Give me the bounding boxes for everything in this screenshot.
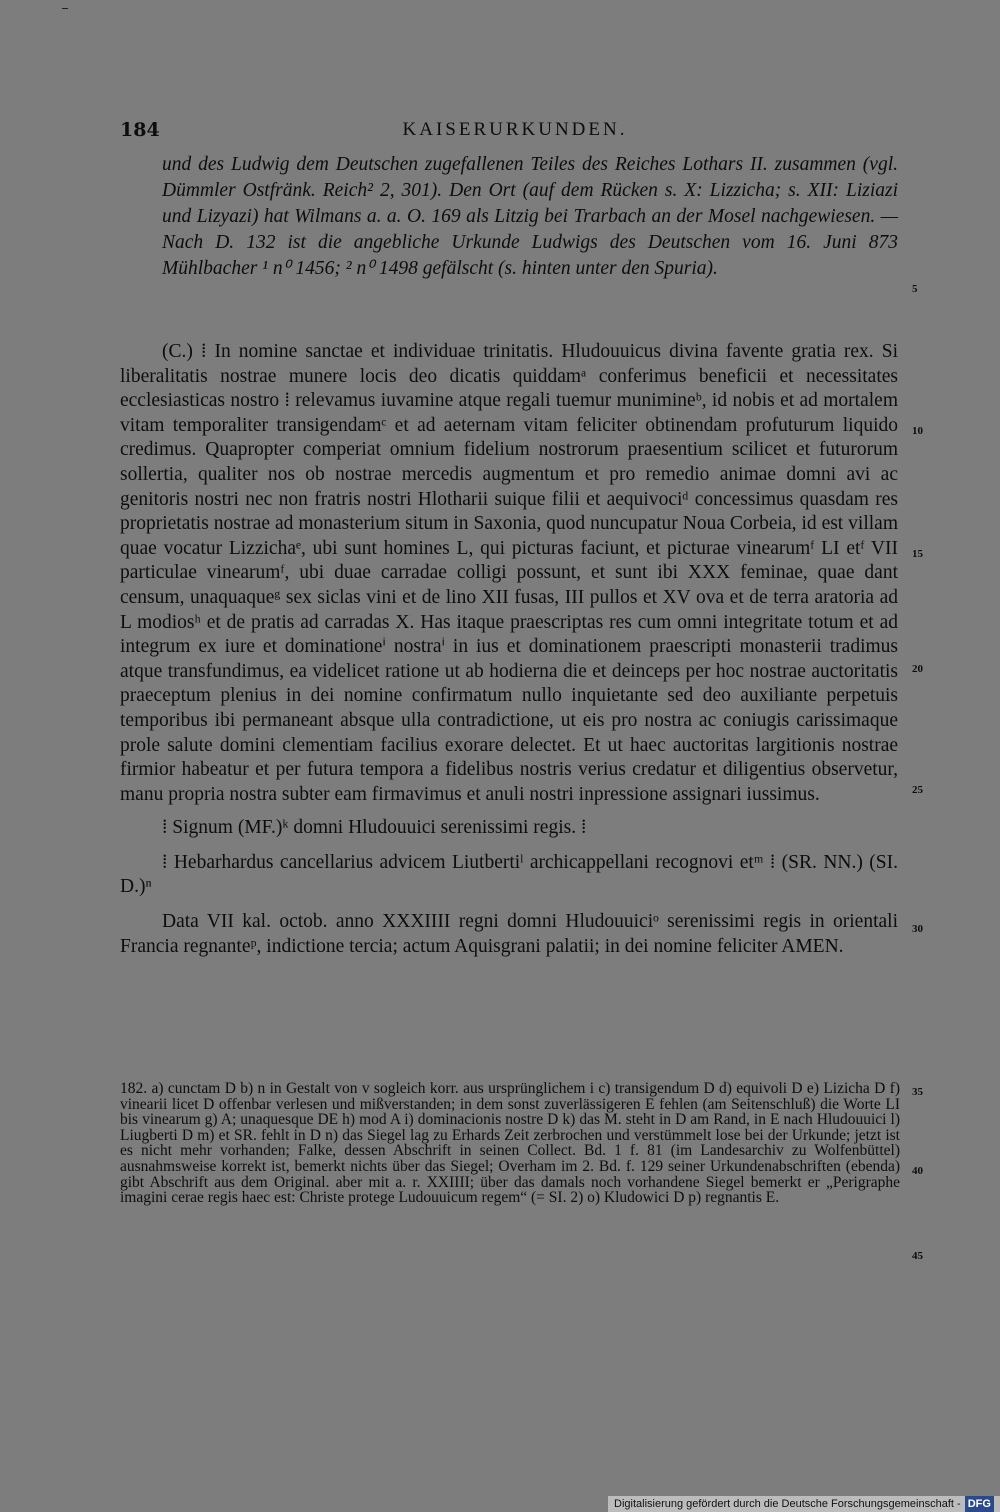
page-header [120,119,910,147]
charter-text [120,340,898,959]
recognition-line: ⁞ Hebarhardus cancellarius advicem Liutbertiˡ archicappellani recognovi etᵐ ⁞ (SR. NN.) (SI. D.)ⁿ [120,851,898,898]
margin-number: 15 [912,548,923,560]
margin-number: 40 [912,1165,923,1177]
scan-mark [62,8,68,9]
margin-number: 25 [912,784,923,796]
intro-commentary: und des Ludwig dem Deutschen zugefallenen Teiles des Reiches Lothars II. zusammen (vgl. Dümmler Ostfränk. Reich² 2, 301). Den Ort (auf dem Rücken s. X: Lizzicha; s. XII: Liziazi und Lizyazi) hat Wilmans a. a. O. 169 als Litzig bei Trarbach an der Mosel nachgewiesen. — Nach D. 132 ist die angebliche Urkunde Ludwigs des Deutschen vom 16. Juni 873 Mühlbacher ¹ n⁰ 1456; ² n⁰ 1498 gefälscht (s. hinten unter den Spuria). [162,154,898,279]
margin-number: 35 [912,1086,923,1098]
margin-number: 10 [912,425,923,437]
footnotes: 182. a) cunctam D b) n in Gestalt von v sogleich korr. aus ursprünglichem i c) transigendum D d) equivoli D e) Lizicha D f) vinearii licet D offenbar verlesen und mißverstanden; in dem sonst zuverlässigeren E fehlen (am Seitenschluß) die Worte LI bis vinearum g) A; unaquesque DE h) mod A i) dominacionis nostre D k) das M. steht in D am Rand, in E nach Hludouuici l) Liugberti D m) et SR. fehlt in D n) das Siegel lag zu Erhards Zeit zerbrochen und verstümmelt lose bei der Urkunde; jetzt ist es nicht mehr vorhanden; Falke, dessen Abschrift in seinen Collect. Bd. 1 f. 81 (im Landesarchiv zu Wolfenbüttel) ausnahmsweise korrekt ist, bemerkt nichts über das Siegel; Overham im 2. Bd. f. 129 seiner Urkundenabschriften (ebenda) gibt Abschrift aus dem Original. aber mit a. r. XXIIII; über das damals noch vorhandene Siegel bemerkt er „Perigraphe imagini cerae regis haec est: Christe protege Ludouuicum regem“ (= SI. 2) o) Kludowici D p) regnantis E. [120,1080,900,1207]
digitization-credit [608,1496,1000,1512]
running-title: KAISERURKUNDEN. [402,119,628,140]
margin-number: 5 [912,283,918,295]
charter-body: (C.) ⁞ In nomine sanctae et individuae trinitatis. Hludouuicus divina favente gratia rex. Si liberalitatis nostrae munere locis deo dicatis quiddamᵃ conferimus beneficii et necessitates ecclesiasticas nostro ⁞ relevamus iuvamine atque regali tuemur munimineᵇ, id nobis et ad mortalem vitam temporaliter transigendamᶜ et ad aeternam vitam feliciter obtinendam profuturum liquido credimus. Quapropter comperiat omnium fidelium nostrorum praesentium scilicet et futurorum sollertia, qualiter nos ob nostrae mercedis augmentum et pro remedio animae domni avi ac genitoris nostri nec non fratris nostri Hlotharii suique filii et aequivociᵈ concessimus quasdam res proprietatis nostrae ad monasterium situm in Saxonia, quod nuncupatur Noua Corbeia, id est villam quae vocatur Lizzichaᵉ, ubi sunt homines L, qui picturas faciunt, et picturae vinearumᶠ LI etᶠ VII particulae vinearumᶠ, ubi duae carradae colligi possunt, et sunt ibi XXX feminae, quae dant censum, unaquaqueᵍ sex siclas vini et de lino XII fusas, III pullos et XV ova et de terra aratoria ad L modiosʰ et de pratis ad carradas X. Has itaque praescriptas res cum omni integritate totum et ad integrum ex iure et dominationeⁱ nostraⁱ in ius et dominationem praescripti monasterii tradimus atque transfundimus, ea videlicet ratione ut ab hodierna die et deinceps per hoc nostrae auctoritatis praeceptum plenius in dei nomine confirmatum nullo inquietante sed deo auxiliante perpetuis temporibus ibi permaneant absque ulla contradictione, ut eis pro nostra ac coniugis carissimaque prole salute domini clementiam facilius exorare delectet. Et ut haec auctoritas largitionis nostrae firmior habeatur et per futura tempora a fidelibus nostris verius credatur et diligentius observetur, manu propria nostra subter eam firmavimus et anuli nostri inpressione assignari iussimus. [120,341,898,805]
margin-number: 20 [912,663,923,675]
dating-clause: Data VII kal. octob. anno XXXIIII regni domni Hludouuiciᵒ serenissimi regis in orientali Francia regnanteᵖ, indictione tercia; actum Aquisgrani palatii; in dei nomine feliciter AMEN. [120,911,898,957]
dfg-logo: DFG [965,1496,994,1512]
margin-number: 30 [912,923,923,935]
signum-line: ⁞ Signum (MF.)ᵏ domni Hludouuici serenissimi regis. ⁞ [162,817,587,839]
page-number: 184 [120,119,160,141]
credit-text: Digitalisierung gefördert durch die Deutsche Forschungsgemeinschaft - [614,1498,961,1510]
margin-number: 45 [912,1250,923,1262]
